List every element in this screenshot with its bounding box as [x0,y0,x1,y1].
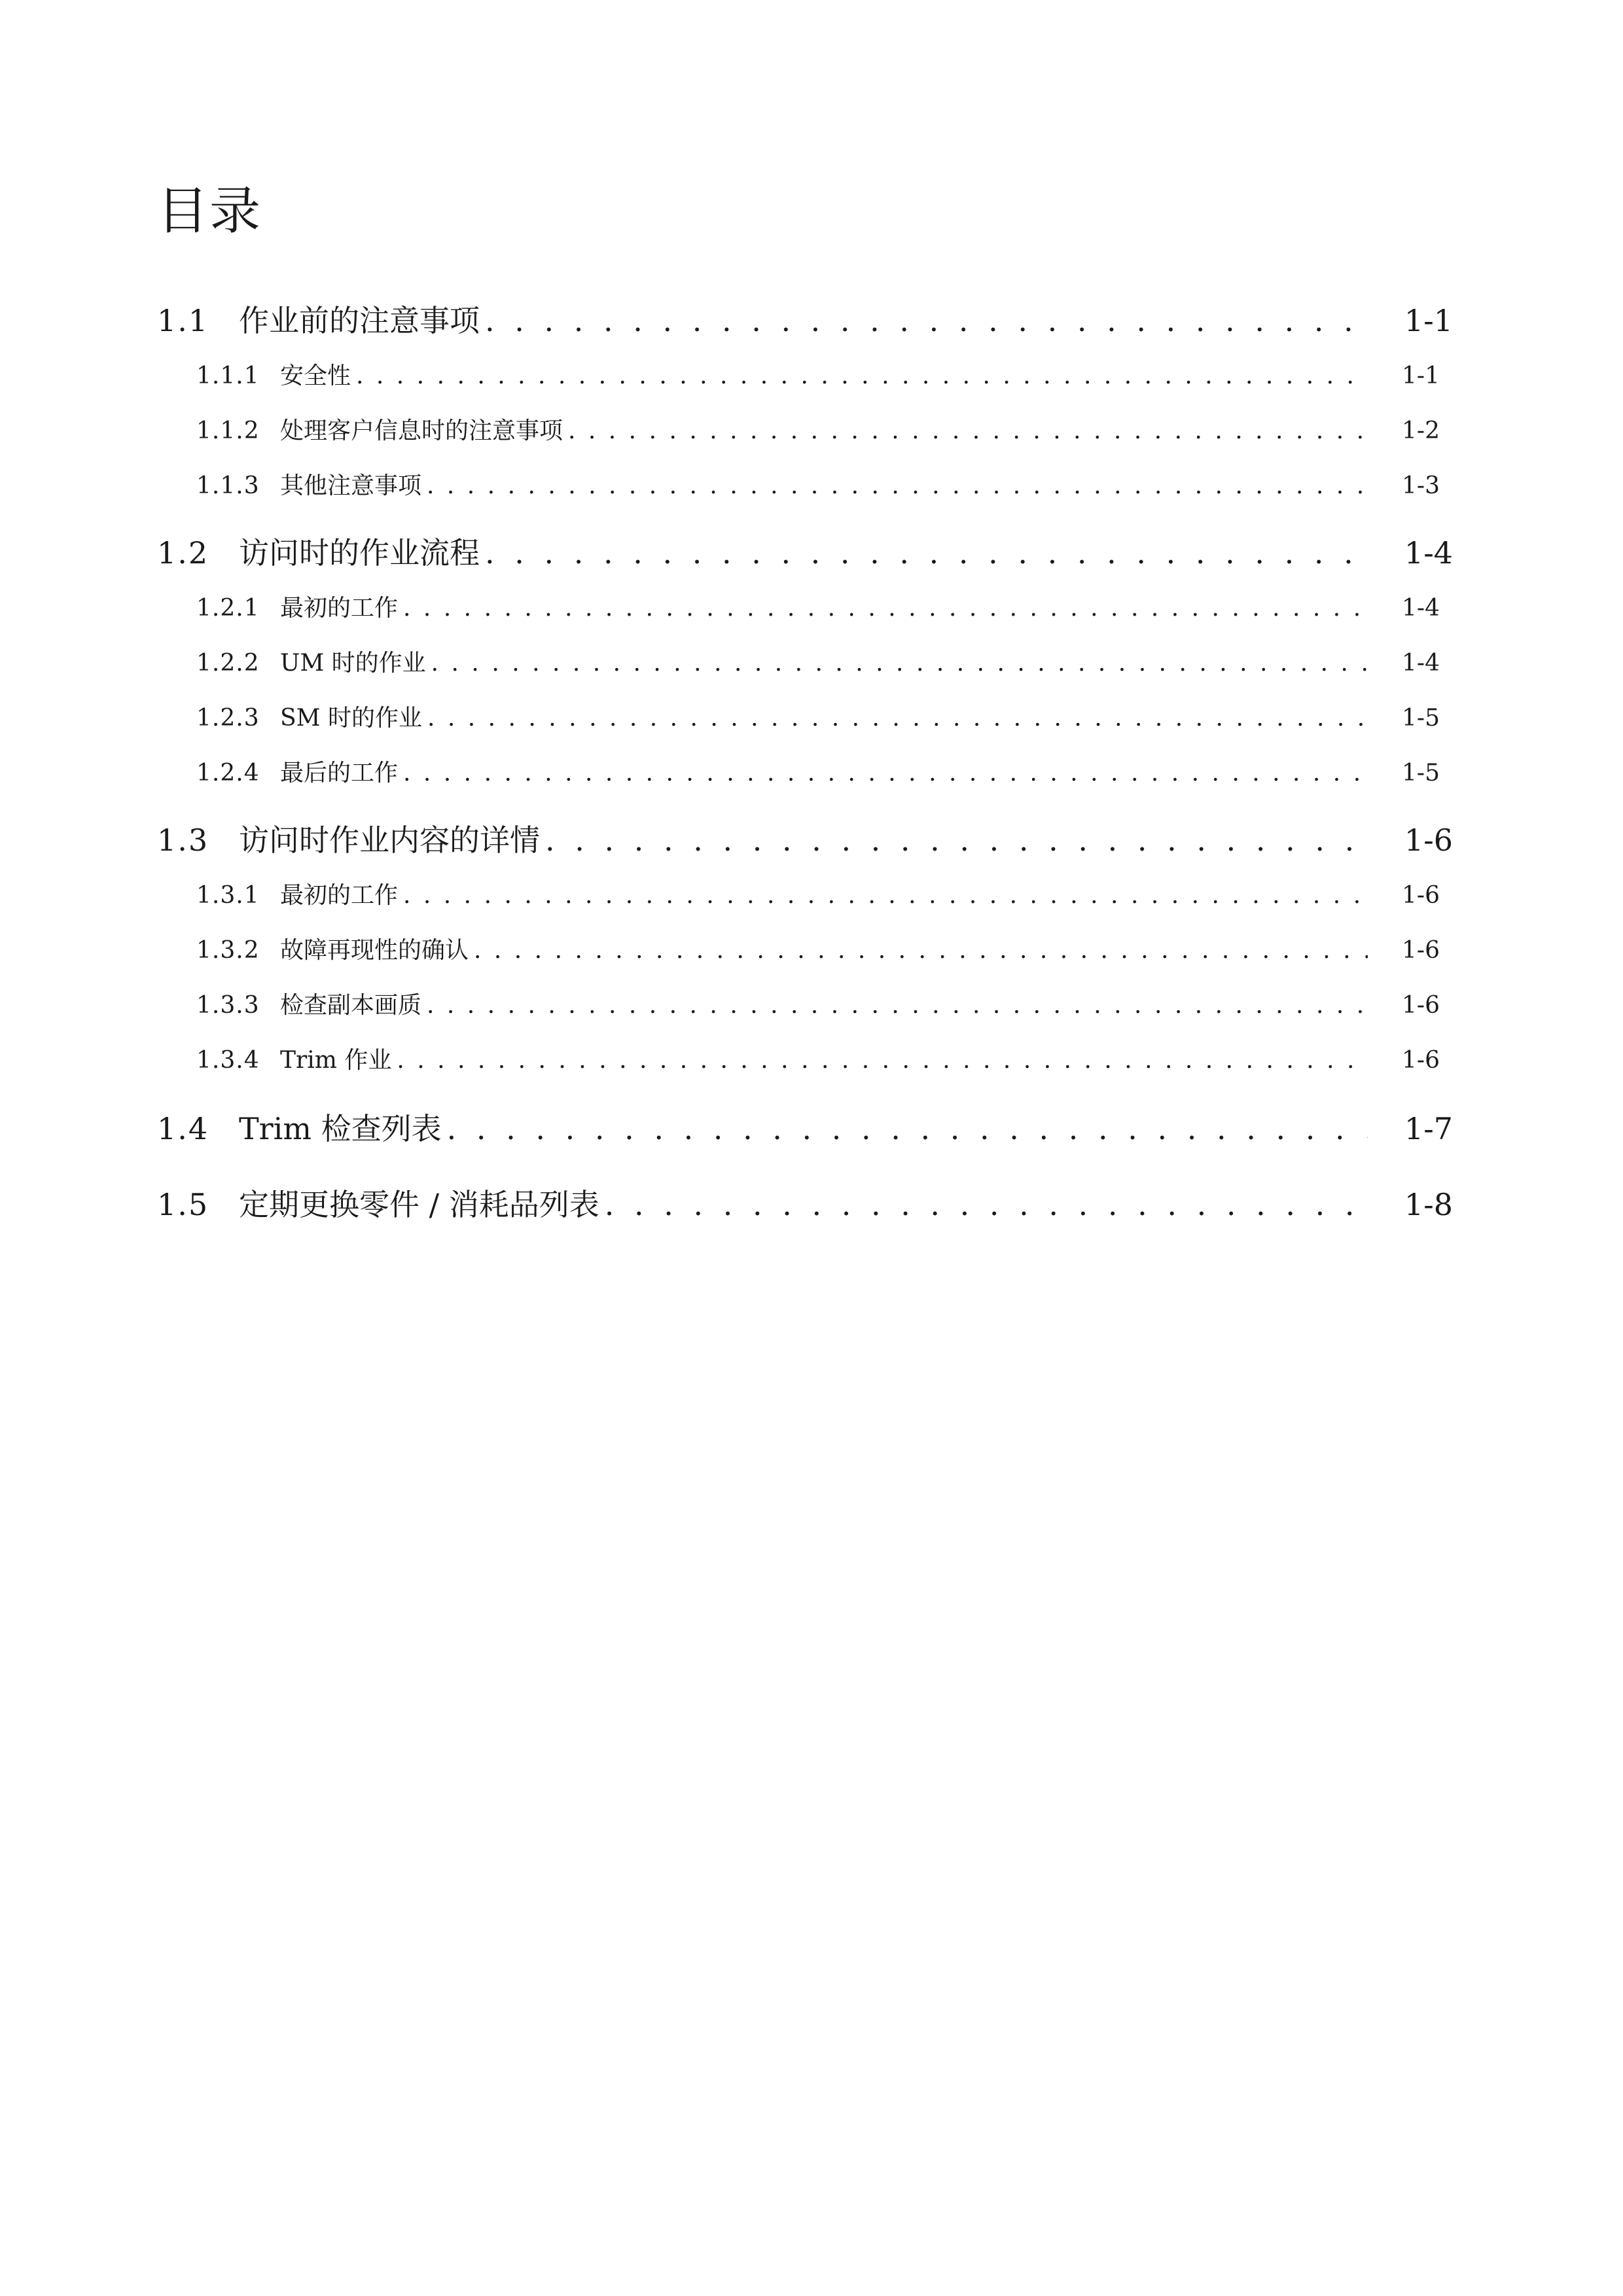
toc-entry-1-1-1[interactable] [157,360,1453,393]
toc-entry-page: 1-5 [1402,760,1440,786]
toc-dot-leader [427,989,1368,1022]
toc-dot-leader [474,934,1368,967]
toc-entry-page: 1-5 [1402,705,1440,732]
toc-entry-page: 1-6 [1402,992,1440,1019]
toc-entry-1-2-4[interactable] [157,757,1453,790]
toc-entry-page: 1-6 [1402,882,1440,909]
toc-entry-number: 1.2.2 [196,650,260,677]
toc-entry-number: 1.1.3 [196,472,260,499]
toc-entry-page: 1-4 [1402,650,1440,677]
toc-entry-number: 1.3.1 [196,882,260,909]
toc-entry-1-2-1[interactable] [157,592,1453,625]
toc-entry-page: 1-6 [1402,937,1440,964]
toc-entry-page: 1-7 [1404,1111,1453,1146]
toc-entry-1-2[interactable] [157,533,1453,573]
toc-dot-leader [397,1044,1368,1077]
toc-entry-page: 1-2 [1402,417,1440,444]
toc-entry-title: 作业前的注意事项 [239,303,480,338]
toc-entry-title: UM 时的作业 [280,650,426,677]
toc-entry-page: 1-6 [1404,822,1453,858]
toc-entry-number: 1.3.3 [196,992,260,1019]
toc-entry-title: 其他注意事项 [280,472,422,499]
toc-dot-leader [427,470,1368,503]
toc-entry-number: 1.1 [157,303,209,338]
toc-entry-title: 最初的工作 [280,882,399,909]
toc-entry-1-1[interactable] [157,301,1453,340]
toc-entry-page: 1-6 [1402,1047,1440,1074]
toc-entry-1-1-3[interactable] [157,470,1453,503]
toc-dot-leader [568,415,1368,448]
toc-entry-1-3-1[interactable] [157,879,1453,912]
toc-entry-title: 最后的工作 [280,760,399,786]
toc-dot-leader [545,821,1368,860]
toc-entry-number: 1.1.2 [196,417,260,444]
toc-entry-number: 1.2 [157,535,209,571]
toc-dot-leader [403,879,1368,912]
toc-dot-leader [485,301,1368,340]
toc-dot-leader [403,757,1368,790]
toc-entry-1-4[interactable] [157,1109,1453,1148]
toc-dot-leader [485,533,1368,573]
toc-dot-leader [447,1109,1368,1148]
toc-entry-title: 检查副本画质 [280,992,422,1019]
toc-entry-page: 1-4 [1402,595,1440,622]
table-of-contents [157,301,1453,1224]
toc-entry-title: Trim 作业 [280,1047,392,1074]
toc-entry-1-1-2[interactable] [157,415,1453,448]
toc-entry-title: Trim 检查列表 [239,1111,442,1146]
toc-entry-number: 1.5 [157,1187,209,1222]
toc-entry-number: 1.1.1 [196,362,260,389]
toc-entry-number: 1.3 [157,822,209,858]
toc-entry-number: 1.2.4 [196,760,260,786]
toc-entry-1-2-3[interactable] [157,702,1453,735]
toc-dot-leader [427,702,1368,735]
toc-entry-number: 1.2.1 [196,595,260,622]
toc-entry-number: 1.3.2 [196,937,260,964]
toc-entry-number: 1.2.3 [196,705,260,732]
toc-entry-title: 安全性 [280,362,351,389]
toc-entry-number: 1.3.4 [196,1047,260,1074]
toc-entry-1-2-2[interactable] [157,647,1453,680]
toc-entry-title: SM 时的作业 [280,705,422,732]
toc-entry-title: 最初的工作 [280,595,399,622]
toc-entry-title: 定期更换零件 / 消耗品列表 [239,1187,599,1222]
toc-dot-leader [356,360,1368,393]
toc-entry-page: 1-3 [1402,472,1440,499]
toc-entry-page: 1-4 [1404,535,1453,571]
toc-entry-title: 访问时的作业流程 [239,535,480,571]
toc-entry-page: 1-1 [1402,362,1440,389]
toc-entry-1-3[interactable] [157,821,1453,860]
toc-entry-number: 1.4 [157,1111,209,1146]
toc-entry-title: 故障再现性的确认 [280,937,469,964]
toc-entry-1-3-2[interactable] [157,934,1453,967]
toc-entry-1-5[interactable] [157,1185,1453,1224]
toc-dot-leader [403,592,1368,625]
toc-entry-title: 处理客户信息时的注意事项 [280,417,563,444]
toc-title: 目录 [157,182,262,241]
toc-entry-page: 1-8 [1404,1187,1453,1222]
toc-entry-1-3-4[interactable] [157,1044,1453,1077]
toc-entry-page: 1-1 [1404,303,1453,338]
toc-entry-title: 访问时作业内容的详情 [239,822,540,858]
toc-entry-1-3-3[interactable] [157,989,1453,1022]
toc-dot-leader [431,647,1368,680]
toc-dot-leader [605,1185,1368,1224]
